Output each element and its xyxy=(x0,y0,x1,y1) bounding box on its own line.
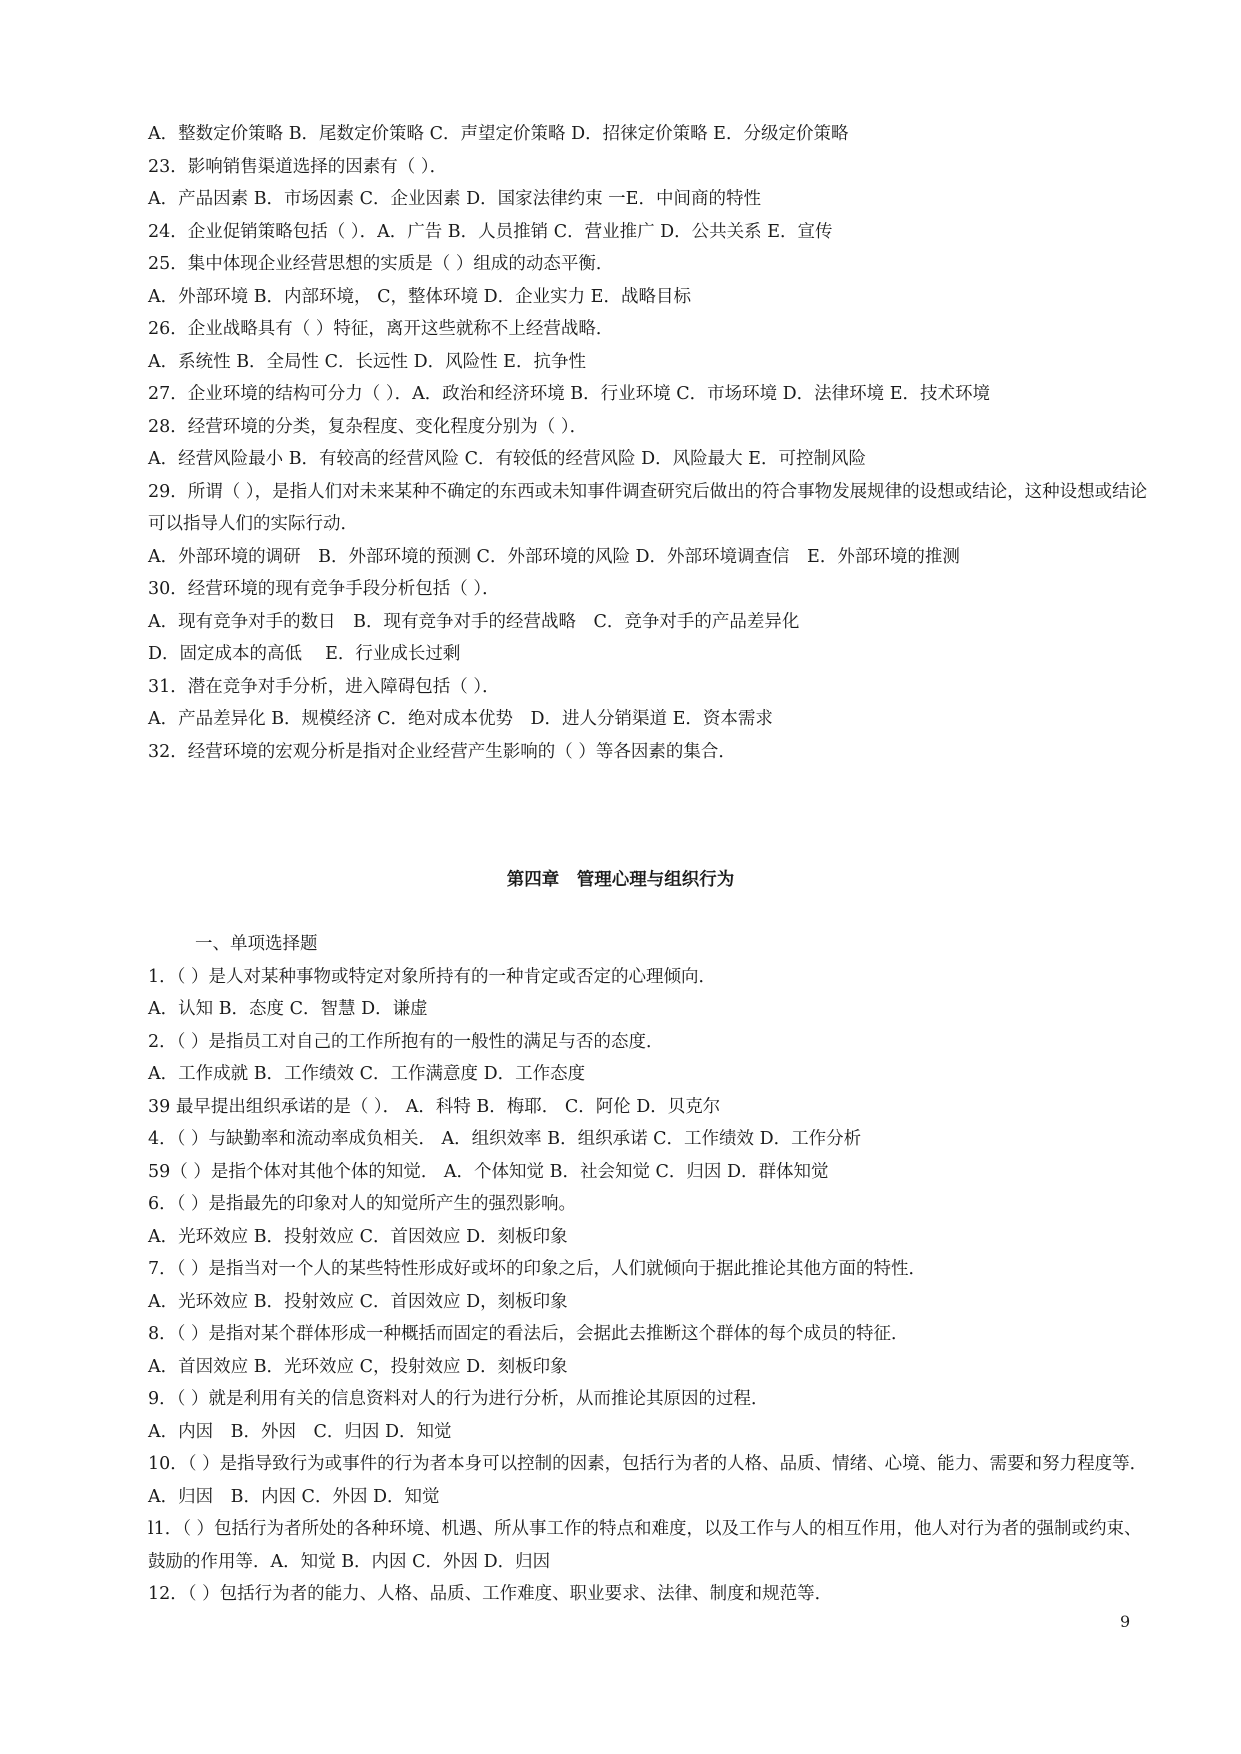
options-line: A．光环效应 B．投射效应 C．首因效应 D．刻板印象 xyxy=(148,1226,568,1247)
question-23: 23．影响销售渠道选择的因素有（ ）． xyxy=(148,156,448,177)
question-12: 12．（ ）包括行为者的能力、人格、品质、工作难度、职业要求、法律、制度和规范等． xyxy=(148,1584,833,1604)
options-line: D．固定成本的高低 E．行业成长过剩 xyxy=(148,644,461,664)
options-line: A．首因效应 B．光环效应 C，投射效应 D．刻板印象 xyxy=(148,1356,568,1377)
options-line: A．现有竞争对手的数日 B．现有竞争对手的经营战略 C．竞争对手的产品差异化 xyxy=(148,611,800,632)
options-line: A．内因 B．外因 C．归因 D．知觉 xyxy=(148,1421,452,1442)
question-2: 2．（ ）是指员工对自己的工作所抱有的一般性的满足与否的态度． xyxy=(148,1031,664,1052)
options-line: A．经营风险最小 B．有较高的经营风险 C．有较低的经营风险 D．风险最大 E．可控制风险 xyxy=(148,449,866,469)
question-1: 1．（ ）是人对某种事物或特定对象所持有的一种肯定或否定的心理倾向． xyxy=(148,966,716,987)
question-block-chapter3 xyxy=(148,118,1158,768)
options-line: A．产品因素 B．市场因素 C．企业因素 D．国家法律约束 一E．中间商的特性 xyxy=(148,189,761,209)
question-26: 26．企业战略具有（ ）特征，离开这些就称不上经营战略． xyxy=(148,319,614,339)
question-28: 28．经营环境的分类，复杂程度、变化程度分别为（ ）． xyxy=(148,416,588,437)
question-11: l1．（ ）包括行为者所处的各种环境、机遇、所从事工作的特点和难度，以及工作与人的相互作用，他人对行为者的强制或约束、鼓励的作用等．A．知觉 B．内因 C．外因 D．归因 xyxy=(148,1519,1142,1572)
question-29: 29．所谓（ ），是指人们对未来某种不确定的东西或未知事件调查研究后做出的符合事物发展规律的设想或结论，这种设想或结论可以指导人们的实际行动． xyxy=(148,481,1148,534)
question-24: 24．企业促销策略包括（ ）．A．广告 B．人员推销 C．营业推广 D．公共关系 E．宣传 xyxy=(148,221,833,242)
question-10: 10．（ ）是指导致行为或事件的行为者本身可以控制的因素，包括行为者的人格、品质、情绪、心境、能力、需要和努力程度等． A．归因 B．内因 C．外因 D．知觉 xyxy=(148,1454,1148,1507)
question-25: 25．集中体现企业经营思想的实质是（ ）组成的动态平衡． xyxy=(148,254,614,274)
question-8: 8．（ ）是指对某个群体形成一种概括而固定的看法后，会据此去推断这个群体的每个成员的特征． xyxy=(148,1324,909,1344)
section-heading: 一、单项选择题 xyxy=(195,934,318,954)
options-line: A．光环效应 B．投射效应 C．首因效应 D，刻板印象 xyxy=(148,1291,568,1312)
options-line: A．外部环境 B．内部环境， C，整体环境 D．企业实力 E．战略目标 xyxy=(148,286,691,307)
question-30: 30．经营环境的现有竞争手段分析包括（ ）． xyxy=(148,579,500,599)
options-line: A．认知 B．态度 C．智慧 D．谦虚 xyxy=(148,999,428,1019)
question-31: 31．潜在竞争对手分析，进入障碍包括（ ）． xyxy=(148,676,500,697)
options-line: A．工作成就 B．工作绩效 C．工作满意度 D．工作态度 xyxy=(148,1064,586,1084)
question-6: 6．（ ）是指最先的印象对人的知觉所产生的强烈影响。 xyxy=(148,1194,576,1214)
options-line: A．整数定价策略 B．尾数定价策略 C．声望定价策略 D．招徕定价策略 E．分级定价策略 xyxy=(148,124,849,144)
question-7: 7．（ ）是指当对一个人的某些特性形成好或坏的印象之后，人们就倾向于据此推论其他方面的特性． xyxy=(148,1259,926,1279)
page-number: 9 xyxy=(1120,1612,1131,1631)
options-line: A．外部环境的调研 B．外部环境的预测 C．外部环境的风险 D．外部环境调查信 E．外部环境的推测 xyxy=(148,546,960,567)
question-4: 4．（ ）与缺勤率和流动率成负相关． A．组织效率 B．组织承诺 C．工作绩效 D．工作分析 xyxy=(148,1129,862,1149)
chapter-title: 第四章 管理心理与组织行为 xyxy=(506,870,735,890)
question-3: 39 最早提出组织承诺的是（ ）． A．科特 B．梅耶． C．阿伦 D．贝克尔 xyxy=(148,1096,721,1117)
options-line: A．产品差异化 B．规模经济 C．绝对成本优势 D．进人分销渠道 E．资本需求 xyxy=(148,709,773,729)
question-32: 32．经营环境的宏观分析是指对企业经营产生影响的（ ）等各因素的集合． xyxy=(148,741,736,762)
question-block-chapter4 xyxy=(148,928,1158,1611)
question-5: 59（ ）是指个体对其他个体的知觉． A．个体知觉 B．社会知觉 C．归因 D．群体知觉 xyxy=(148,1161,829,1182)
question-27: 27．企业环境的结构可分力（ ）．A．政治和经济环境 B．行业环境 C．市场环境 D．法律环境 E．技术环境 xyxy=(148,384,991,404)
question-9: 9．（ ）就是利用有关的信息资料对人的行为进行分析，从而推论其原因的过程． xyxy=(148,1389,769,1409)
options-line: A．系统性 B．全局性 C．长远性 D．风险性 E．抗争性 xyxy=(148,351,586,372)
